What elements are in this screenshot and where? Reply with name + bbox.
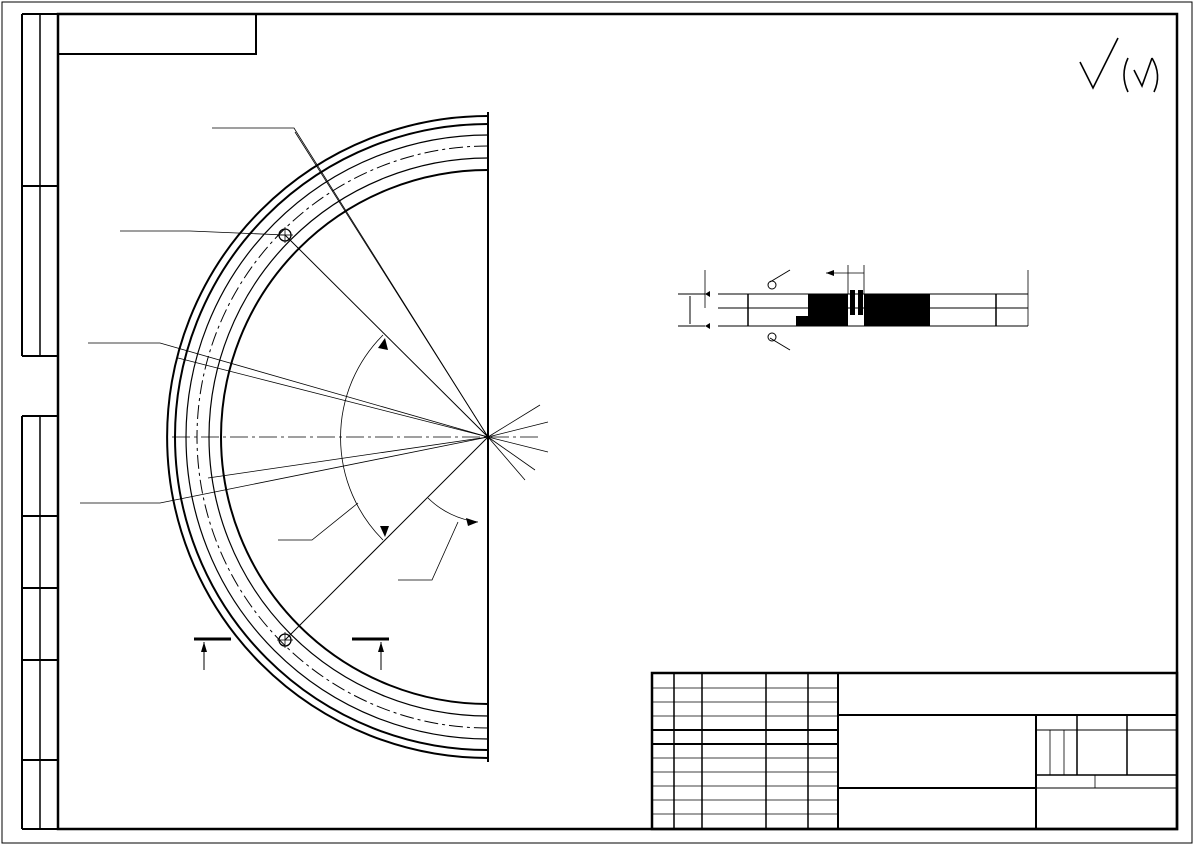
section-aa <box>678 265 1028 350</box>
note-2 <box>668 546 669 564</box>
title-block <box>652 673 1177 829</box>
sheet-frame <box>2 2 1192 843</box>
half-washer-view <box>80 112 548 762</box>
roughness-symbol <box>1080 38 1158 92</box>
